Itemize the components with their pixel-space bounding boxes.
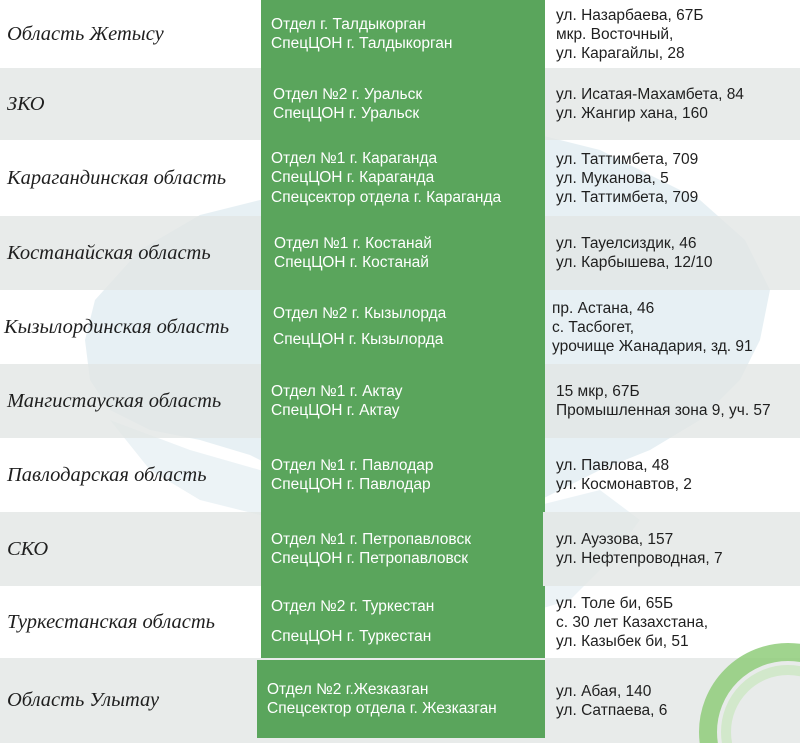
department-cell (261, 68, 545, 140)
address-line: ул. Толе би, 65Б (556, 594, 674, 612)
department-line: Отдел №1 г. Актау (271, 382, 403, 400)
department-line: Спецсектор отдела г. Караганда (271, 188, 502, 206)
address-line: с. 30 лет Казахстана, (556, 613, 709, 631)
address-line: ул. Исатая-Махамбета, 84 (556, 86, 744, 103)
address-line: ул. Нефтепроводная, 7 (556, 550, 723, 567)
department-line: Отдел №2 г.Жезказган (267, 680, 429, 698)
address-line: ул. Казыбек би, 51 (556, 632, 689, 650)
region-name: Область Жетысу (7, 22, 164, 45)
address-cell (556, 216, 713, 290)
address-line: ул. Таттимбета, 709 (556, 188, 699, 206)
address-line: ул. Павлова, 48 (556, 457, 670, 474)
department-cell (261, 290, 545, 364)
department-line: Отдел №1 г. Костанай (274, 234, 432, 252)
department-cell (261, 438, 545, 512)
address-line: с. Тасбогет, (552, 318, 635, 336)
table-row (0, 586, 800, 658)
department-cell (261, 586, 545, 658)
address-line: 15 мкр, 67Б (556, 383, 640, 400)
department-line: Отдел №1 г. Караганда (271, 149, 438, 167)
address-line: мкр. Восточный, (556, 25, 674, 43)
department-line: Отдел №1 г. Павлодар (271, 456, 434, 474)
address-line: ул. Абая, 140 (556, 682, 652, 700)
department-cell (261, 140, 545, 216)
table-row (0, 140, 800, 216)
table-row (0, 512, 800, 586)
address-cell (556, 512, 723, 586)
address-cell (552, 290, 753, 364)
department-line: СпецЦОН г. Туркестан (271, 628, 432, 645)
address-cell (556, 658, 667, 743)
department-line: СпецЦОН г. Уральск (273, 105, 420, 122)
address-line: ул. Муканова, 5 (556, 169, 669, 187)
address-cell (556, 0, 704, 68)
department-line: Отдел г. Талдыкорган (271, 15, 426, 33)
address-line: ул. Сатпаева, 6 (556, 701, 668, 719)
department-line: СпецЦОН г. Талдыкорган (271, 35, 453, 52)
address-line: ул. Таттимбета, 709 (556, 150, 699, 168)
region-name: Туркестанская область (7, 610, 216, 633)
department-line: Спецсектор отдела г. Жезказган (267, 700, 497, 717)
region-name: Костанайская область (7, 241, 211, 264)
department-line: Отдел №2 г. Уральск (273, 85, 423, 103)
department-line: СпецЦОН г. Актау (271, 402, 400, 419)
address-line: ул. Тауелсиздик, 46 (556, 235, 697, 252)
table-row (0, 216, 800, 290)
department-line: СпецЦОН г. Кызылорда (273, 331, 444, 348)
department-line: Отдел №1 г. Петропавловск (271, 530, 471, 548)
table-row (0, 0, 800, 68)
department-line: Отдел №2 г. Кызылорда (273, 305, 447, 322)
table-row (0, 364, 800, 438)
department-cell (261, 0, 545, 68)
table-row (0, 68, 800, 140)
department-line: СпецЦОН г. Караганда (271, 169, 435, 187)
address-cell (556, 364, 771, 438)
address-line: ул. Ауэзова, 157 (556, 531, 674, 548)
address-cell (556, 140, 698, 216)
department-cell (261, 512, 543, 586)
region-name: Мангистауская область (7, 389, 222, 412)
table-row (0, 438, 800, 512)
region-name: Область Улытау (7, 689, 160, 711)
address-line: урочище Жанадария, зд. 91 (552, 337, 753, 355)
department-cell (261, 364, 545, 438)
table-row (0, 290, 800, 364)
address-line: ул. Назарбаева, 67Б (556, 6, 704, 24)
address-line: ул. Карбышева, 12/10 (556, 254, 713, 271)
address-line: ул. Жангир хана, 160 (556, 105, 708, 122)
address-line: Промышленная зона 9, уч. 57 (556, 402, 771, 419)
region-name: Павлодарская область (7, 463, 207, 486)
address-cell (556, 586, 708, 658)
department-cell (261, 216, 545, 290)
address-cell (556, 68, 744, 140)
address-line: ул. Космонавтов, 2 (556, 476, 692, 493)
department-line: СпецЦОН г. Петропавловск (271, 550, 469, 567)
department-cell (257, 660, 545, 738)
department-line: СпецЦОН г. Костанай (274, 254, 429, 271)
region-name: ЗКО (7, 92, 45, 115)
address-line: ул. Карагайлы, 28 (556, 44, 685, 62)
table-row (0, 658, 800, 743)
department-line: Отдел №2 г. Туркестан (271, 598, 435, 615)
address-cell (556, 438, 692, 512)
address-line: пр. Астана, 46 (552, 299, 655, 317)
region-name: Кызылординская область (4, 315, 230, 338)
region-name: Карагандинская область (7, 166, 227, 189)
region-name: СКО (7, 537, 49, 560)
department-line: СпецЦОН г. Павлодар (271, 476, 431, 493)
